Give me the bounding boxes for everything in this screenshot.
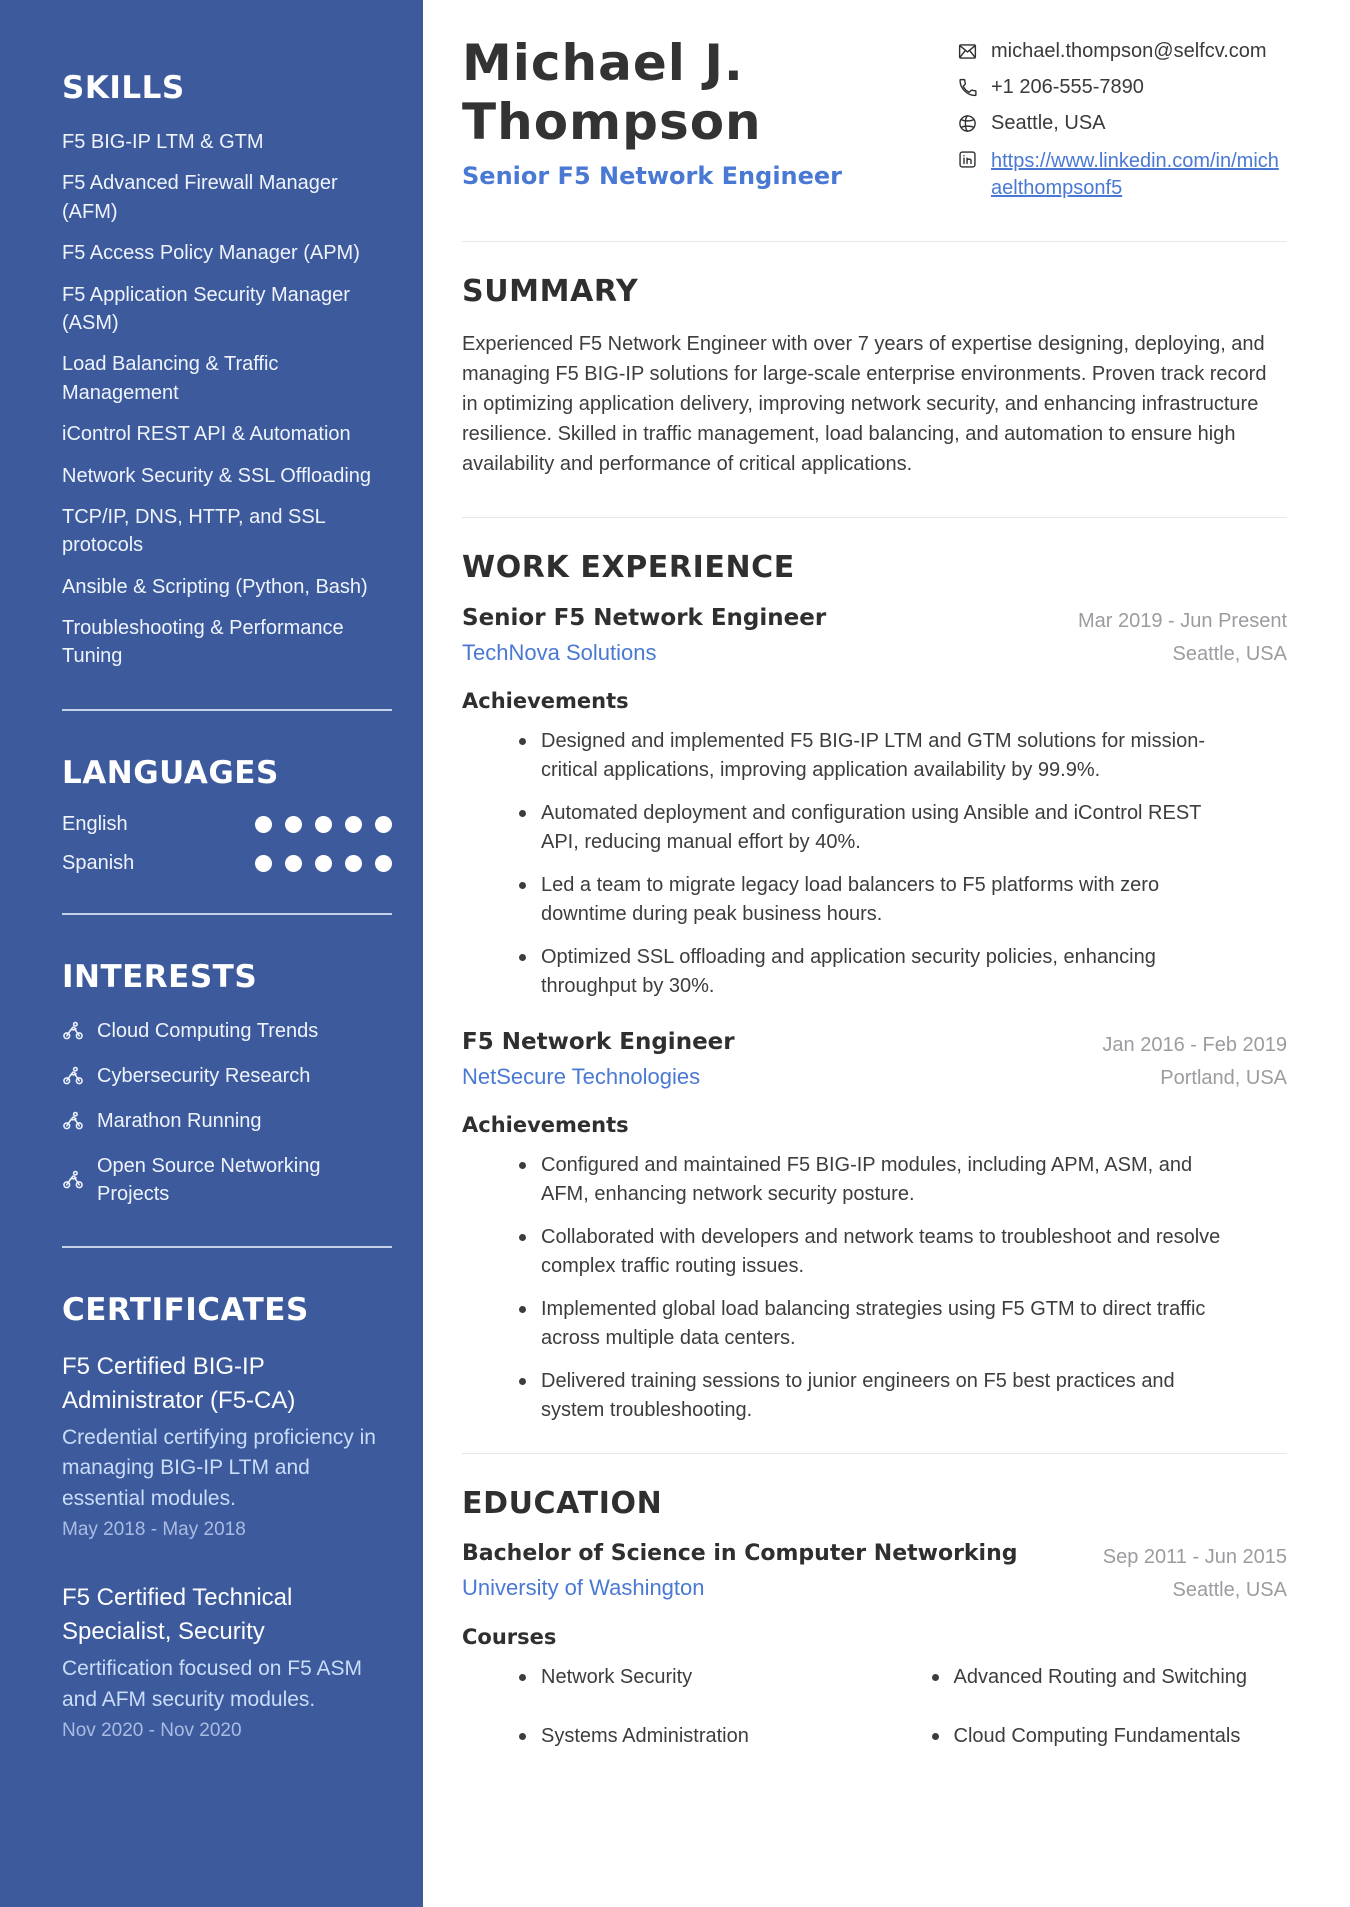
bullet-dot <box>519 954 526 961</box>
job-entry <box>462 605 1287 1001</box>
sidebar-divider <box>62 1246 392 1248</box>
level-dot <box>315 816 332 833</box>
contact-email-row <box>957 40 1287 63</box>
degree-name: Bachelor of Science in Computer Networking <box>462 1541 1018 1566</box>
interest-label: Open Source Networking Projects <box>97 1154 321 1205</box>
achievement-bullet: Automated deployment and configuration using Ansible and iControl REST API, reducing manual effort by 40%. <box>462 799 1287 857</box>
achievement-bullet: Delivered training sessions to junior engineers on F5 best practices and system troubleshooting. <box>462 1367 1287 1425</box>
certificate-dates: May 2018 - May 2018 <box>62 1519 246 1541</box>
achievement-bullet: Designed and implemented F5 BIG-IP LTM and GTM solutions for mission-critical applications, improving application availability by 99.9%. <box>462 727 1287 785</box>
achievement-bullet: Collaborated with developers and network teams to troubleshoot and resolve complex traffic routing issues. <box>462 1223 1287 1281</box>
certificate-item <box>62 1350 392 1541</box>
cycling-icon <box>62 1065 84 1087</box>
linkedin-icon <box>957 149 978 170</box>
school-name: University of Washington <box>462 1575 705 1600</box>
skill-item: Load Balancing & Traffic Management <box>62 353 279 404</box>
sidebar-divider <box>62 709 392 711</box>
skill-item: F5 Advanced Firewall Manager (AFM) <box>62 172 338 223</box>
job-location: Portland, USA <box>1160 1067 1287 1089</box>
skill-item: Troubleshooting & Performance Tuning <box>62 617 344 668</box>
education-meta <box>1067 1541 1287 1607</box>
course-item: Advanced Routing and Switching <box>875 1663 1288 1692</box>
bullet-dot <box>519 882 526 889</box>
job-title: F5 Network Engineer <box>462 1029 735 1055</box>
bullet-dot <box>932 1674 939 1681</box>
email-value: michael.thompson@selfcv.com <box>991 40 1267 62</box>
cycling-icon <box>62 1020 84 1042</box>
job-meta <box>1067 605 1287 671</box>
level-dot <box>285 816 302 833</box>
skill-item: F5 Access Policy Manager (APM) <box>62 242 360 265</box>
level-dot <box>285 855 302 872</box>
phone-value: +1 206-555-7890 <box>991 76 1144 98</box>
job-header <box>462 605 1287 671</box>
interest-item <box>62 1107 392 1135</box>
interest-item <box>62 1062 392 1090</box>
skills-list <box>62 128 392 671</box>
certificate-name: F5 Certified Technical Specialist, Security <box>62 1584 293 1646</box>
sidebar <box>0 0 423 1907</box>
header <box>462 34 1287 215</box>
achievement-bullet: Led a team to migrate legacy load balancers to F5 platforms with zero downtime during peak business hours. <box>462 871 1287 929</box>
certificate-description: Certification focused on F5 ASM and AFM security modules. <box>62 1657 362 1711</box>
identity-block <box>462 34 842 215</box>
summary-section <box>462 274 1287 479</box>
skills-title: SKILLS <box>62 70 185 106</box>
education-dates: Sep 2011 - Jun 2015 <box>1102 1546 1287 1568</box>
skill-item: Network Security & SSL Offloading <box>62 464 372 487</box>
bullet-dot <box>519 1733 526 1740</box>
person-name-line1: Michael J. <box>462 34 744 92</box>
person-name <box>462 34 842 152</box>
course-item: Cloud Computing Fundamentals <box>875 1722 1288 1751</box>
certificate-description: Credential certifying proficiency in managing BIG-IP LTM and essential modules. <box>62 1426 376 1510</box>
job-company: TechNova Solutions <box>462 640 657 665</box>
contact-block <box>957 34 1287 215</box>
skill-item: TCP/IP, DNS, HTTP, and SSL protocols <box>62 505 326 557</box>
interest-item <box>62 1152 392 1208</box>
language-name: Spanish <box>62 851 135 874</box>
email-icon <box>957 41 978 62</box>
job-entry <box>462 1029 1287 1425</box>
certificate-dates: Nov 2020 - Nov 2020 <box>62 1720 242 1742</box>
job-dates: Jan 2016 - Feb 2019 <box>1102 1034 1287 1056</box>
bullet-dot <box>932 1733 939 1740</box>
summary-title: SUMMARY <box>462 274 639 309</box>
job-dates: Mar 2019 - Jun Present <box>1078 610 1287 632</box>
section-divider <box>462 517 1287 518</box>
skill-item: iControl REST API & Automation <box>62 423 351 446</box>
job-meta <box>1067 1029 1287 1095</box>
courses-list <box>462 1663 1287 1751</box>
level-dot <box>345 855 362 872</box>
experience-title: WORK EXPERIENCE <box>462 550 795 585</box>
skill-item: Ansible & Scripting (Python, Bash) <box>62 575 368 598</box>
achievement-bullet: Optimized SSL offloading and application security policies, enhancing throughput by 30%. <box>462 943 1287 1001</box>
bullet-dot <box>519 1162 526 1169</box>
skills-section <box>62 70 392 671</box>
section-divider <box>462 1453 1287 1454</box>
bullet-dot <box>519 1234 526 1241</box>
job-company: NetSecure Technologies <box>462 1064 701 1089</box>
contact-phone-row <box>957 76 1287 99</box>
education-title: EDUCATION <box>462 1486 663 1521</box>
person-name-line2: Thompson <box>462 93 762 151</box>
interest-label: Cybersecurity Research <box>97 1064 311 1087</box>
bullet-dot <box>519 1306 526 1313</box>
bullet-dot <box>519 738 526 745</box>
interest-label: Cloud Computing Trends <box>97 1019 319 1042</box>
achievement-bullet: Implemented global load balancing strategies using F5 GTM to direct traffic across multiple data centers. <box>462 1295 1287 1353</box>
contact-location-row <box>957 112 1287 135</box>
job-title: Senior F5 Network Engineer <box>462 605 827 631</box>
job-header <box>462 1029 1287 1095</box>
cycling-icon <box>62 1110 84 1132</box>
level-dot <box>375 855 392 872</box>
language-name: English <box>62 812 128 835</box>
achievement-bullet: Configured and maintained F5 BIG-IP modules, including APM, ASM, and AFM, enhancing network security posture. <box>462 1151 1287 1209</box>
main-column <box>423 0 1350 1907</box>
skill-item: F5 Application Security Manager (ASM) <box>62 283 350 334</box>
level-dot <box>375 816 392 833</box>
achievements-label: Achievements <box>462 689 629 713</box>
education-location: Seattle, USA <box>1172 1579 1287 1601</box>
languages-title: LANGUAGES <box>62 754 279 791</box>
interests-title: INTERESTS <box>62 958 258 995</box>
education-header <box>462 1541 1287 1607</box>
experience-section <box>462 550 1287 1425</box>
certificate-item <box>62 1581 392 1742</box>
bullet-dot <box>519 1378 526 1385</box>
sidebar-divider <box>62 913 392 915</box>
course-item: Network Security <box>462 1663 875 1692</box>
achievements-label: Achievements <box>462 1113 629 1137</box>
summary-text: Experienced F5 Network Engineer with over 7 years of expertise designing, deploying, and managing F5 BIG-IP solutions for large-scale enterprise environments. Proven track record in optimizing application delivery, improving network security, and enhancing infrastructure resilience. Skilled in traffic management, load balancing, and automation to ensure high availability and performance of critical applications. <box>462 333 1267 475</box>
interests-section <box>62 959 392 1208</box>
courses-label: Courses <box>462 1625 557 1649</box>
section-divider <box>462 241 1287 242</box>
phone-icon <box>957 77 978 98</box>
job-location: Seattle, USA <box>1172 643 1287 665</box>
skill-item: F5 BIG-IP LTM & GTM <box>62 131 264 153</box>
language-row <box>62 813 392 836</box>
level-dot <box>255 816 272 833</box>
bullet-dot <box>519 810 526 817</box>
bullet-dot <box>519 1674 526 1681</box>
certificate-name: F5 Certified BIG-IP Administrator (F5-CA) <box>62 1352 296 1414</box>
education-section <box>462 1486 1287 1751</box>
person-job-title: Senior F5 Network Engineer <box>462 162 843 190</box>
language-level-dots <box>242 816 392 833</box>
languages-section <box>62 755 392 875</box>
location-value: Seattle, USA <box>991 112 1106 134</box>
language-level-dots <box>242 855 392 872</box>
contact-linkedin-row <box>957 148 1287 202</box>
level-dot <box>315 855 332 872</box>
certificates-title: CERTIFICATES <box>62 1291 309 1328</box>
interest-item <box>62 1017 392 1045</box>
globe-icon <box>957 113 978 134</box>
interest-label: Marathon Running <box>97 1109 262 1132</box>
linkedin-link[interactable]: https://www.linkedin.com/in/michaelthompsonf5 <box>991 150 1279 199</box>
cycling-icon <box>62 1169 84 1191</box>
certificates-section <box>62 1292 392 1743</box>
course-item: Systems Administration <box>462 1722 875 1751</box>
language-row <box>62 852 392 875</box>
level-dot <box>345 816 362 833</box>
level-dot <box>255 855 272 872</box>
